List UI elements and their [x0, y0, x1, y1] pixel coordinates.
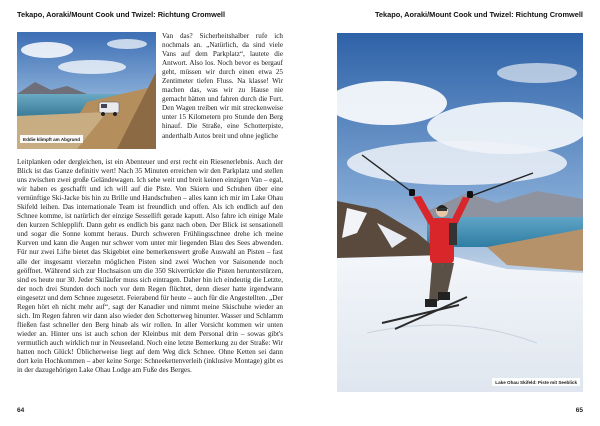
paragraph-column: Van das? Sicherheitshalber rufe ich nochmals an. „Natürlich, da sind viele Vans auf dem Parkplatz“, lautete die Antwort. Also los. Noch bevor es bergauf geht, müssen wir durch einen etwa 25 Zentimeter tiefen Fluss. Na klasse! Wir machen das, was wir zu Hause nie gemacht hätten und fahren durch die Furt. Den Wagen treiben wir mit streckenweise unter 15 Kilometern pro Stunde den Berg hinauf. Die Straße, eine Schotterpiste, anderthalb Autos breit und ohne jegliche: [162, 32, 283, 140]
photo-skier-on-slope: [337, 33, 583, 392]
page-number-left: 64: [17, 407, 25, 414]
photo-skier-image: [337, 33, 583, 392]
page-number-right: 65: [575, 407, 583, 414]
photo-van-at-cliff-image: [17, 32, 156, 149]
running-header-right: Tekapo, Aoraki/Mount Cook und Twizel: Richtung Cromwell: [374, 10, 583, 19]
text-body-full-width: [17, 158, 283, 375]
photo-caption-van: Eddie klimpft am Abgrund: [20, 135, 83, 143]
text-column-beside-photo: [162, 32, 283, 141]
photo-caption-skier: Lake Ohau Skifeld: Piste mit Seeblick: [492, 378, 580, 386]
paragraph-full: Leitplanken oder dergleichen, ist ein Abenteuer und erst recht ein Riesenerlebnis. Auch der Blick ist das Ganze definitiv wert! Nach 35 Minuten erreichen wir den Parkplatz und stellen uns zwischen zwei große Geländewagen. Ich sehe weit und breit keinen einzigen Van – egal, wir haben es geschafft und ich will auf die Piste. Von Skiern und Schuhen über eine vernünftige Ski-Jacke bis hin zu Brille und Handschuhen – alles kann ich mir im Lake Ohau Skifeld leihen. Das internationale Team ist freundlich und offen. Als ich endlich auf den Schnee komme, ist natürlich der einzige Sessellift gerade kaputt. Also fahre ich einige Male den kurzen Schlepplift. Dann geht es endlich bis ganz nach oben. Der Blick ist sensationell und sogar die Sonne kommt heraus. Durch schweren Frühlingsschnee drehe ich meine Kurven und kann die Augen nur schwer vom unter mir liegenden Blau des Sees abwenden. Für nur zwei Lifte bietet das Skigebiet eine bemerkenswert große Auswahl an Pisten – fast alle der insgesamt vierzehn möglichen Pisten sind zwei Wochen vor Saisonende noch geöffnet. Während sich zur Hochsaison um die 350 Skiverrückte die Pisten herunterstürzen, sind es heute nur 30. Jeder Skiläufer muss sich eintragen. Daher bin ich eindeutig die Letzte, der noch drei Stunden doch noch vor dem Regen flüchtet, denn dieser hatte irgendwann eingesetzt und dem Schnee zugesetzt. Feierabend für heute – auch für die Angestellten. „Der Regen hört eh nicht mehr auf“, sagt der Kanadier und nimmt meine Skischuhe wieder an sich. Im Regen fahren wir dann also wieder den Schotterweg hinunter. Wasser und Schlamm fließen fast schneller den Berg hinab als wir rollen. In aller Vorsicht kommen wir unten wieder an. Hinter uns ist auch schon der Kleinbus mit dem Personal drin – sowas gibt's vermutlich auch wirklich nur in Neuseeland. Noch eine letzte Bemerkung zu der Straße: Wir hatten noch Glück! Üblicherweise liegt auf dem Weg dick Schnee. Ohne Ketten sei dann dort kein Hochkommen – aber keine Sorge: Schneekettenverleih (inklusive Montage) gibt es in der dazugehörigen Lake Ohau Lodge am Fuße des Berges.: [17, 158, 283, 375]
photo-van-at-cliff: [17, 32, 156, 149]
right-page: [300, 0, 600, 426]
running-header-left: Tekapo, Aoraki/Mount Cook und Twizel: Richtung Cromwell: [17, 10, 226, 19]
